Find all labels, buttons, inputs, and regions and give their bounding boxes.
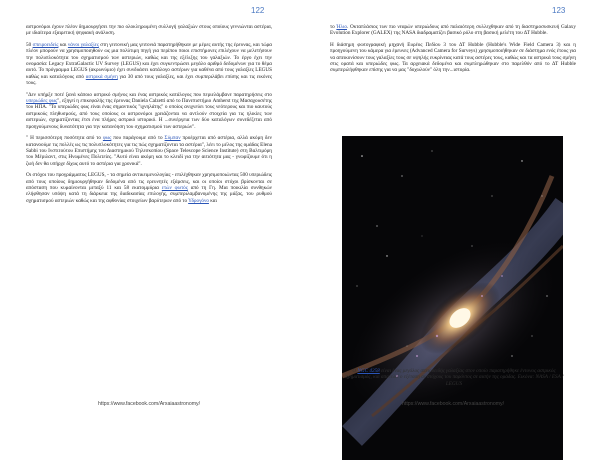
inline-link[interactable]: Υδρογόνο [188,197,209,204]
left-paragraph-4 [26,135,272,167]
left-footer-url[interactable]: https://www.facebook.com/Arxaiaastronomy/ [98,401,201,407]
text-run: είναι ένας μεγάλος σπειροειδής γαλαξίας στον οποίο παρατηρήθηκε έντονος αστρικός σχηματισμός, και αποτελεί ο εξέταση σε στόχους του παρόντος σε αυτήν της ομάδας. Εικόνα: NASA / ESA / LEGUS [344,368,564,387]
left-page-number: 122 [251,6,265,15]
right-page [330,24,576,79]
text-run: και [208,197,217,204]
text-run: Ο [352,368,358,374]
right-footer-url[interactable]: https://www.facebook.com/Arxaiaastronomy/ [402,401,505,407]
inline-link[interactable]: υπεριώδες φως [26,98,58,105]
left-paragraph-1: αστρονόμοι έχουν πλέον δημιουργήσει την πιο ολοκληρωμένη συλλογή γαλαξιών στους οποίους γεννιώνται αστέρια, με ιδιαίτερα εξαιρετική ψηφιακή ανάλυση. [26,24,272,37]
inline-link[interactable]: σπειροειδείς [32,41,59,48]
right-paragraph-2: Η διάσημη φωτογραφική μηχανή Ευρέος Πεδίου 3 του ΔΤ Hubble (Hubble's Wide Field Camera 3) και η προηγούμενη του κάμερα για έρευνες (Advanced Camera for Surveys) χρησιμοποιήθηκαν σε διάστημα ενός έτους για να απεικονίσουν τους γαλαξίες τους σε υψηλής ευκρίνειας κατά τους αστέρες τους, καθώς και τα αστρικά τους σμήνη στις ορατά και υπεριώδες φως. Τα αρχειακά δεδομένα και συμπληρώθηκαν στο παρελθόν από το ΔΤ Hubble συμπεριλήφθηκαν επίσης για να μας "δοχωλούν" όλη την...ιστορία. [330,41,576,74]
left-paragraph-5 [26,172,272,204]
inline-link[interactable]: NGC 4258 [357,368,380,374]
photo-caption [343,368,565,387]
inline-link[interactable]: Ήλιο [336,24,347,30]
inline-link[interactable]: νάνοι γαλαξίες [67,41,99,48]
text-run: από τη Γη. Μια ποικιλία συνθηκών ελήφθησαν υπόψη κατά τη διάρκεια της διαδικασίας επιλογής, συμπεριλαμβανομένης της μάζας, του ρυθμού σχηματισμού αστεριών καθώς και της αφθονίας στοιχείων βαρύτερων από το [26,184,272,204]
text-run: 50 [26,41,33,48]
text-run: το [330,24,337,30]
text-run: " Η περισσότερη ποσότητα από το [26,135,103,142]
left-page [26,24,272,209]
text-run: . Οκταπλάσιος των πιο νεαρών υπεριώδους από παλαιότερη συλλεχθηκαν από τη διαστημοσυσκευή Galaxy Evolution Explorer (GALEX) της NASA διαδραματίζει βασικό ρόλο στη βασική μελέτη του ΔΤ Hubble. [330,24,576,37]
right-paragraph-1 [330,24,576,37]
right-page-number: 123 [552,6,566,15]
text-run: που παράγουμε από το [111,135,165,142]
inline-link[interactable]: αστρικά σμήνη [85,73,118,80]
inline-link[interactable]: φως [102,135,112,142]
galaxy-ngc4258-photo [342,136,563,460]
text-run: προέρχεται από αστέρια, αλλά ακόμη δεν κατανοούμε τις πολλές ως τις πολυπλοκότητες για τις πώς σχηματίζονται τα αστέρια", λέει το μέλος της ομάδας Elena Sabbi του Ινστιτούτου Επιστήμης του Διαστημικού Τηλεσκοπίου (Space Telescope Science Institute) στη Βαλτιμόρη του Μέριλαντ, στις Ηνωμένες Πολιτείες. "Αυτό είναι ακόμη και το κλειδί για την αιτιότητα μας - γνωρίζουμε ότι η ζωή δεν θα υπήρχε δίχως αυτό το αστέρια για χρονικά". [26,135,272,167]
text-run: για 30 από τους γαλαξίες, και έχει συμπεριλάβει επίσης και τις εικόνες τους. [26,73,273,87]
left-paragraph-2 [26,42,272,87]
text-run: Οι στόχοι του προγράμματος LEGUS, - τα σημεία αντικειμενολογίας - επιλέχθηκαν χρησιμοποιώντας 500 υπεριώδεις από τους οποίους δημιουργήθηκαν δεδομένα από τις ερευνητές εξάρσεις, και οι οποίοι στόχοι βρίσκονται σε απόσταση που κυμαίνονται μεταξύ 11 και 58 εκατομμύρια [26,172,272,191]
text-run: ", εξηγεί η επικεφαλής της έρευνας Daniela Calzetti από το Πανεπιστήμιο Amherst της Μασαχουσέτης του ΗΠΑ. "Το υπεριώδες φως είναι ένας σημαντικός "ιχνηλάτης" ο οποίος ανιχνεύει τους νεότερους και πιο καυτούς αστρικούς πληθυσμούς, από τους οποίους οι αστρονόμοι χρειάζονται να αντλούν στοιχεία για τις ηλικίες των αστεριών, σχηματίζοντας έτσι ένα πλήρες αστρικό ιστορικό. Η ...συνέργεια των δύο καταλόγων συνεδέζεται από προηγούμενους δυνατότητα για την κατανόηση του σχηματισμού των αστεριών". [26,98,272,130]
text-run: "Δεν υπήρξε ποτέ ξανά κάποιο αστρικό σμήνος και ένας αστρικός κατάλογος που περιελάμβανε παρατηρήσεις στο [26,91,272,98]
text-run: και [58,41,68,48]
galaxy-image [342,136,563,460]
inline-link[interactable]: Σύμπαν [164,135,181,142]
text-run: στη γειτονική μας γειτονιά παρατηρήθηκαν με μέρες αυτής της έρευνας, και τώρα πλέον μπορούν να χρησιμοποιηθούν ως μια πολύτιμη πηγή για περίπου ποιοι επιστήμονες επιλέχουν να μελετήσουν την πολυπλοκότητα του σχηματισμού των αστεριών, καθώς και της εξέλιξης του γαλαξιών. Το έργο έχει την ονομασία: Legacy ExtraGalactic UV Survey (LEGUS) και έχει συγκεντρώσει μεγάλο αριθμό δεδομένων για το θέμα αυτό. Το πρόγραμμα LEGUS (ακρωνύμιο) έχει συνδυάσει κατάλογο αστέρων για καθένα από τους γαλαξίες LEGUS καθώς και καταλόγους από [26,41,272,80]
left-paragraph-3 [26,92,272,130]
inline-link[interactable]: ετών φωτός [161,184,188,191]
